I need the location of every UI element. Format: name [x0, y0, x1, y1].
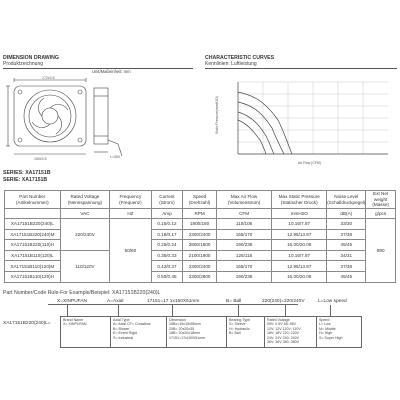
speed-cell: 2300/2400 [183, 229, 217, 240]
airflow-cell: 125/115 [216, 250, 271, 261]
speed-cell: 2300/2800 [183, 271, 217, 282]
part-number-cell: XA17151B220(240)M [5, 229, 61, 240]
part-number-cell: XA17151B110(120)H [5, 271, 61, 282]
noise-cell: 45/45 [327, 240, 366, 251]
svg-text:Air Flow (CFM): Air Flow (CFM) [298, 161, 321, 165]
noise-cell: 37/38 [327, 229, 366, 240]
airflow-cell: 110/106 [216, 219, 271, 230]
unit-cell: Amp [151, 209, 183, 219]
fan-dimension-drawing [4, 74, 134, 162]
svg-text:Static Pressure(mmH2O): Static Pressure(mmH2O) [215, 96, 219, 134]
series-line-2: SERIE: XA17151B [3, 177, 48, 183]
header-frequency: Frequency (Frequenz) [110, 191, 151, 209]
header-speed: Speed (Drehzahl) [183, 191, 217, 209]
characteristic-rule [205, 68, 397, 69]
weight-cell: 990 [366, 219, 396, 283]
label-brand: X=XINPUFAN [57, 299, 87, 304]
label-dimension: 17151=17 1x150X51mm [147, 299, 200, 304]
noise-cell: 45/45 [327, 271, 366, 282]
header-static-pressure: Max Static Pressure (Statischer Druck) [272, 191, 327, 209]
noise-cell: 34/31 [327, 250, 366, 261]
characteristic-subtitle: Kennlinien: Luftleistung [205, 61, 257, 67]
part-number-cell: XA17151B110(120)L [5, 250, 61, 261]
header-noise-level: Noise Level (Schalldruckpegel) [327, 191, 366, 209]
label-axial: A=Axial [107, 299, 124, 304]
pressure-cell: 12.95/13.97 [272, 229, 327, 240]
current-cell: 0.50/0.45 [151, 271, 183, 282]
svg-text:L=300: L=300 [110, 155, 120, 159]
characteristic-title: CHARACTERISTIC CURVES [205, 55, 275, 61]
current-cell: 0.15/0.12 [151, 219, 183, 230]
speed-cell: 2800/1800 [183, 240, 217, 251]
svg-text:172±0.5: 172±0.5 [42, 76, 55, 80]
table-row [5, 250, 396, 261]
unit-cell: g/pcs [366, 209, 396, 219]
current-cell: 0.18/0.17 [151, 229, 183, 240]
part-number-cell: XA17151B110(120)M [5, 261, 61, 272]
voltage-cell: 220/240V [60, 219, 110, 251]
frequency-cell: 50/60 [110, 219, 151, 283]
speed-box: Speed L= Low M= Middle H= High S= Super High [316, 316, 362, 348]
header-net-weight: Ext Net weight (Masse) [366, 191, 396, 209]
connector-line [67, 305, 68, 316]
brand-box: Brand Name X= XINPUFAN [60, 316, 112, 348]
header-rated-voltage: Rated Voltage (Nennspannung) [60, 191, 110, 209]
unit-cell: RPM [183, 209, 217, 219]
connector-line [238, 305, 239, 316]
dimension-box: Dimension 15Bx=15x15x56mm 20B= 20x20x35 18B= 20x20x18mm 17151=17x150X51mm [166, 316, 228, 348]
unit-cell: HZ [110, 209, 151, 219]
part-number-cell: XA17151B220(240)L [5, 219, 61, 230]
current-cell: 0.42/0.37 [151, 261, 183, 272]
connector-line [118, 305, 119, 316]
airflow-cell: 165/170 [216, 261, 271, 272]
label-bearing: B= Ball [226, 299, 242, 304]
airflow-cell: 190/235 [216, 240, 271, 251]
pressure-cell: 16.00/20.06 [272, 271, 327, 282]
table-row [5, 219, 396, 230]
pressure-cell: 10.16/7.87 [272, 250, 327, 261]
label-voltage: 220(240)=220/240V [262, 299, 305, 304]
connector-line [285, 305, 286, 316]
spec-table [4, 190, 396, 283]
speed-cell: 2100/1900 [183, 250, 217, 261]
unit-cell: dB(A) [327, 209, 366, 219]
axial-type-box: Axial Type A= Axial CF= Crossflow B= Blower E= Event Rigid S= Industrial [110, 316, 168, 348]
rated-voltage-box: Rated Voltage 05V: 0.5V 48: 48V 12V: 12V 110V: 110V 18V: 18V 220: 220V 24V: 24V 240: 240V 36V: 36V 380: 380V [264, 316, 318, 348]
pressure-cell: 12.95/13.97 [272, 261, 327, 272]
speed-cell: 2300/2400 [183, 261, 217, 272]
airflow-cell: 190/235 [216, 271, 271, 282]
unit-cell [5, 209, 61, 219]
part-number-cell: XA17151B220(110)H [5, 240, 61, 251]
unit-cell: mmH2O [272, 209, 327, 219]
header-part-number: Part Number (Artikelnummer) [5, 191, 61, 209]
svg-text:150±0.5: 150±0.5 [34, 157, 47, 161]
voltage-cell: 110/120V [60, 250, 110, 282]
unit-cell: VAC [60, 209, 110, 219]
connector-line [172, 305, 173, 316]
series-line-1: SERIES: XA17151B [3, 170, 51, 176]
noise-cell: 33/30 [327, 219, 366, 230]
current-cell: 0.35/0.33 [151, 250, 183, 261]
connector-line [330, 305, 331, 316]
unit-label: Unit/Maßeinheit: mm [92, 69, 131, 74]
pressure-cell: 10.16/7.87 [272, 219, 327, 230]
noise-cell: 37/38 [327, 261, 366, 272]
bearing-box: Bearing Type S= Sleeve H= Hydraulic B= Ball [226, 316, 266, 348]
part-number-rule-title: Part Number/Code Rule-For Example/Beispiel: XA17151B220(240)L [3, 290, 161, 296]
pressure-cell: 16.00/20.06 [272, 240, 327, 251]
header-air-flow: Max Air Flow (Volumenstrom) [216, 191, 271, 209]
example-code: XA17151B220(240)L= [3, 321, 51, 326]
connector-line [48, 304, 298, 305]
dimension-title: DIMENSION DRAWING [3, 55, 59, 61]
header-current: Current (Strom) [151, 191, 183, 209]
label-speed: L=Low speed [318, 299, 347, 304]
unit-cell: CFM [216, 209, 271, 219]
characteristic-curves-chart [208, 74, 396, 168]
current-cell: 0.25/0.24 [151, 240, 183, 251]
dimension-subtitle: Produktzeichnung [3, 61, 44, 67]
speed-cell: 1900/180 [183, 219, 217, 230]
airflow-cell: 165/170 [216, 229, 271, 240]
